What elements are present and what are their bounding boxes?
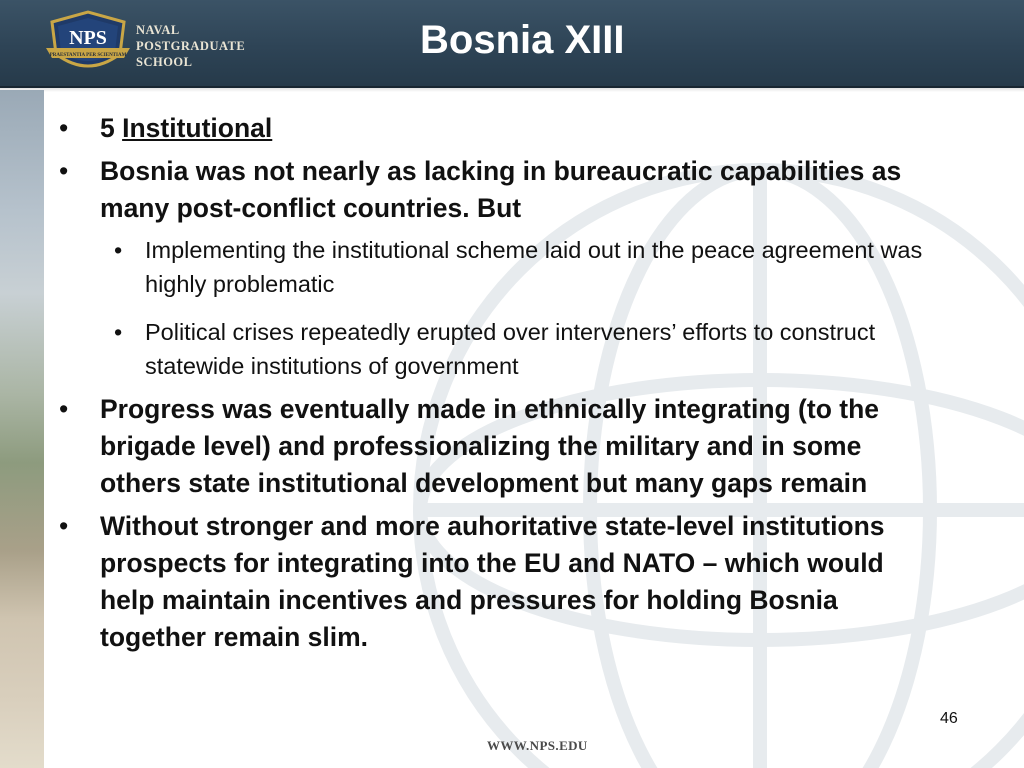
sub-bullet-item: • Implementing the institutional scheme laid out in the peace agreement was highly problematic (56, 233, 926, 301)
nps-crest-icon (44, 8, 132, 80)
bullet-item: • 5 Institutional (56, 110, 926, 147)
nps-logo (44, 8, 254, 80)
svg-text:PRAESTANTIA PER SCIENTIAM: PRAESTANTIA PER SCIENTIAM (49, 53, 127, 58)
school-name: NAVAL POSTGRADUATE SCHOOL (136, 23, 246, 69)
slide-title: Bosnia XIII (420, 18, 625, 62)
bullet-item: • Bosnia was not nearly as lacking in bureaucratic capabilities as many post-conflict countries. But (56, 153, 926, 227)
header-bar (0, 0, 1024, 88)
bullet-item: • Progress was eventually made in ethnically integrating (to the brigade level) and professionalizing the military and in some others state institutional development but many gaps remain (56, 391, 926, 502)
svg-text:NPS: NPS (69, 27, 107, 49)
page-number: 46 (940, 710, 958, 727)
underlined-heading: Institutional (122, 113, 273, 143)
sub-bullet-item: • Political crises repeatedly erupted over interveners’ efforts to construct statewide institutions of government (56, 315, 926, 383)
bullet-item: • Without stronger and more auhoritative state-level institutions prospects for integrating into the EU and NATO – which would help maintain incentives and pressures for holding Bosnia together remain slim. (56, 508, 926, 656)
campus-photo-strip (0, 90, 44, 768)
slide-body (56, 110, 926, 662)
footer-url: WWW.NPS.EDU (487, 738, 588, 753)
